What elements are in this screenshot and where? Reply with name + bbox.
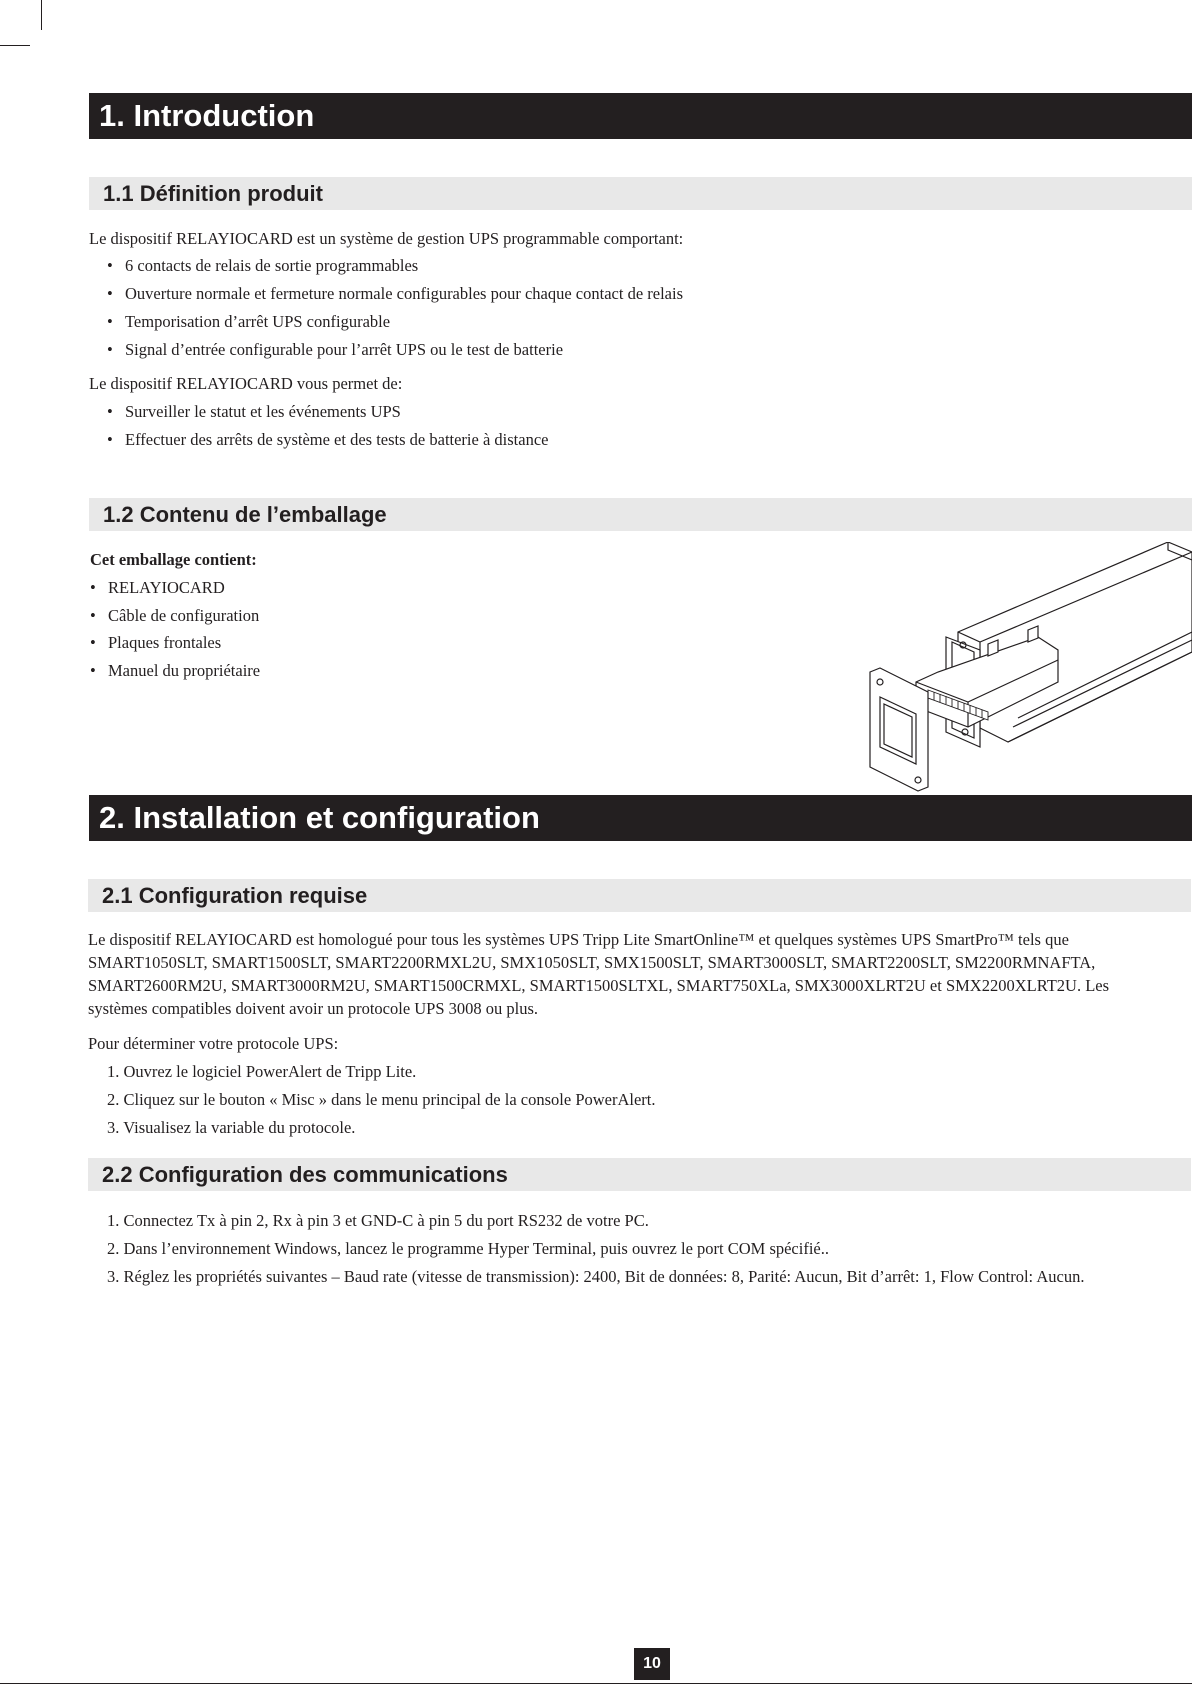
subsection-heading-product-definition: 1.1 Définition produit bbox=[89, 177, 1192, 210]
bullet: • bbox=[107, 312, 113, 331]
package-contents-lead: Cet emballage contient: bbox=[90, 550, 257, 569]
page-number: 10 bbox=[634, 1648, 670, 1680]
crop-mark-horizontal bbox=[0, 45, 30, 46]
list-item bbox=[107, 1089, 656, 1110]
list-item bbox=[107, 255, 418, 276]
list-item-text: Temporisation d’arrêt UPS configurable bbox=[125, 312, 391, 331]
list-item-text: 6 contacts de relais de sortie programmables bbox=[125, 256, 419, 275]
requirements-line-3: SMART2600RM2U, SMART3000RM2U, SMART1500CRMXL, SMART1500SLTXL, SMART750XLa, SMX3000XLRT2U et SMX2200XLRT2U. Les bbox=[88, 976, 1110, 995]
list-item-text: Plaques frontales bbox=[108, 633, 222, 652]
list-item-text: Câble de configuration bbox=[108, 606, 260, 625]
step-number: 3. bbox=[107, 1267, 120, 1286]
bullet: • bbox=[107, 284, 113, 303]
list-item bbox=[90, 632, 221, 653]
step-number: 2. bbox=[107, 1090, 120, 1109]
product-definition-intro: Le dispositif RELAYIOCARD est un système de gestion UPS programmable comportant: bbox=[89, 229, 684, 248]
list-item bbox=[107, 311, 390, 332]
bullet: • bbox=[107, 402, 113, 421]
crop-mark-vertical bbox=[41, 0, 42, 30]
requirements-line-1: Le dispositif RELAYIOCARD est homologué pour tous les systèmes UPS Tripp Lite SmartOnline™ et quelques systèmes UPS SmartPro™ tels que bbox=[88, 930, 1069, 949]
list-item-text: Cliquez sur le bouton « Misc » dans le menu principal de la console PowerAlert. bbox=[123, 1090, 656, 1109]
step-number: 2. bbox=[107, 1239, 120, 1258]
subsection-heading-communications: 2.2 Configuration des communications bbox=[88, 1158, 1191, 1191]
list-item-text: Ouvrez le logiciel PowerAlert de Tripp Lite. bbox=[123, 1062, 417, 1081]
bullet: • bbox=[90, 606, 96, 625]
list-item-text: Connectez Tx à pin 2, Rx à pin 3 et GND-C à pin 5 du port RS232 de votre PC. bbox=[123, 1211, 649, 1230]
relayiocard-device-illustration bbox=[868, 542, 1192, 792]
list-item bbox=[107, 1061, 416, 1082]
crop-mark-bottom bbox=[0, 1683, 1192, 1684]
bullet: • bbox=[90, 578, 96, 597]
list-item bbox=[107, 401, 401, 422]
list-item bbox=[90, 605, 259, 626]
list-item-text: Manuel du propriétaire bbox=[108, 661, 261, 680]
section-heading-installation: 2. Installation et configuration bbox=[89, 795, 1192, 841]
list-item bbox=[107, 1117, 355, 1138]
step-number: 1. bbox=[107, 1211, 120, 1230]
list-item-text: Signal d’entrée configurable pour l’arrêt UPS ou le test de batterie bbox=[125, 340, 564, 359]
list-item bbox=[90, 660, 260, 681]
step-number: 1. bbox=[107, 1062, 120, 1081]
list-item-text: Surveiller le statut et les événements UPS bbox=[125, 402, 401, 421]
requirements-line-2: SMART1050SLT, SMART1500SLT, SMART2200RMXL2U, SMX1050SLT, SMX1500SLT, SMART3000SLT, SMART2200SLT, SM2200RMNAFTA, bbox=[88, 953, 1096, 972]
subsection-heading-requirements: 2.1 Configuration requise bbox=[88, 879, 1191, 912]
product-abilities-intro: Le dispositif RELAYIOCARD vous permet de: bbox=[89, 374, 403, 393]
subsection-heading-package-contents: 1.2 Contenu de l’emballage bbox=[89, 498, 1192, 531]
bullet: • bbox=[107, 256, 113, 275]
list-item bbox=[107, 1266, 1084, 1287]
list-item-text: RELAYIOCARD bbox=[108, 578, 225, 597]
protocol-lead: Pour déterminer votre protocole UPS: bbox=[88, 1034, 339, 1053]
list-item-text: Ouverture normale et fermeture normale configurables pour chaque contact de relais bbox=[125, 284, 683, 303]
list-item-text: Dans l’environnement Windows, lancez le programme Hyper Terminal, puis ouvrez le port COM spécifié.. bbox=[123, 1239, 829, 1258]
bullet: • bbox=[107, 430, 113, 449]
list-item-text: Effectuer des arrêts de système et des tests de batterie à distance bbox=[125, 430, 549, 449]
list-item-text: Visualisez la variable du protocole. bbox=[123, 1118, 356, 1137]
list-item-text: Réglez les propriétés suivantes – Baud rate (vitesse de transmission): 2400, Bit de données: 8, Parité: Aucun, Bit d’arrêt: 1, Flow Control: Aucun. bbox=[123, 1267, 1085, 1286]
bullet: • bbox=[107, 340, 113, 359]
bullet: • bbox=[90, 661, 96, 680]
list-item bbox=[107, 339, 563, 360]
list-item bbox=[107, 429, 548, 450]
list-item bbox=[107, 283, 683, 304]
section-heading-introduction: 1. Introduction bbox=[89, 93, 1192, 139]
requirements-line-4: systèmes compatibles doivent avoir un protocole UPS 3008 ou plus. bbox=[88, 999, 539, 1018]
list-item bbox=[107, 1238, 829, 1259]
step-number: 3. bbox=[107, 1118, 120, 1137]
list-item bbox=[107, 1210, 649, 1231]
list-item bbox=[90, 577, 225, 598]
bullet: • bbox=[90, 633, 96, 652]
